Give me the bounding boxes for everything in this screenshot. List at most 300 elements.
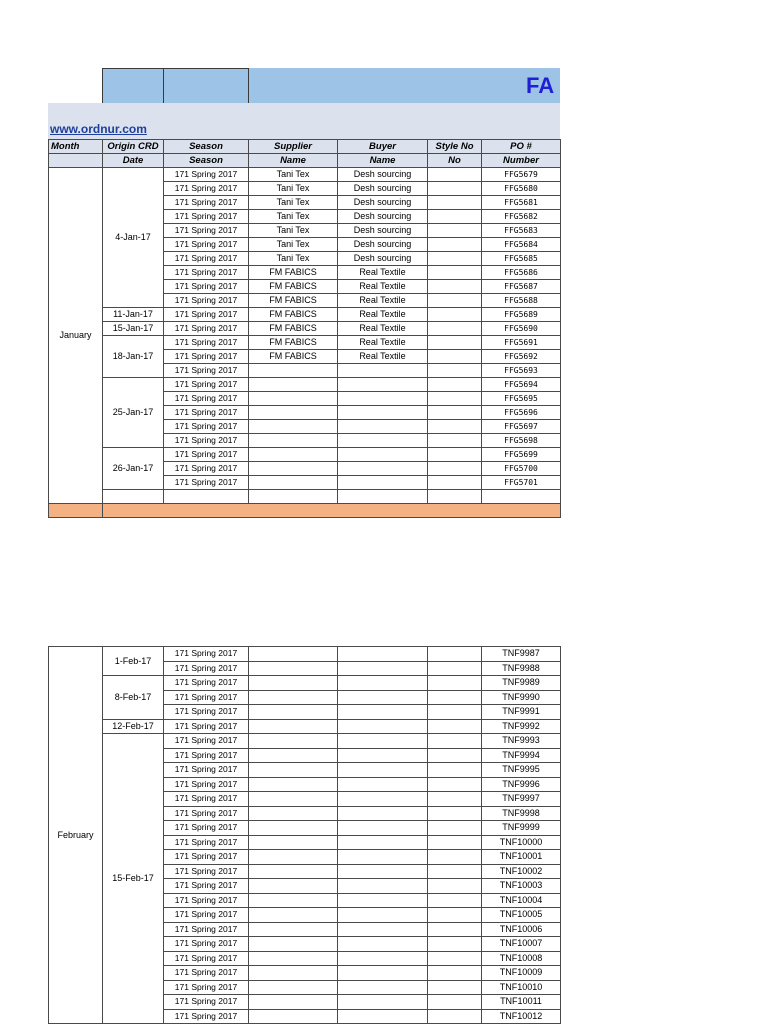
supplier-cell[interactable]: Tani Tex <box>249 168 338 182</box>
season-cell[interactable]: 171 Spring 2017 <box>164 995 249 1010</box>
season-cell[interactable]: 171 Spring 2017 <box>164 792 249 807</box>
month-total-row <box>49 503 561 517</box>
crd-date-cell[interactable]: 25-Jan-17 <box>103 378 164 448</box>
season-cell[interactable]: 171 Spring 2017 <box>164 420 249 434</box>
season-cell[interactable]: 171 Spring 2017 <box>164 850 249 865</box>
style-cell[interactable] <box>428 182 482 196</box>
style-cell[interactable] <box>428 690 482 705</box>
buyer-cell[interactable]: Real Textile <box>338 350 428 364</box>
po-cell[interactable]: TNF10008 <box>482 951 561 966</box>
header-row-1 <box>49 140 561 154</box>
po-cell[interactable]: TNF10010 <box>482 980 561 995</box>
supplier-cell[interactable] <box>249 364 338 378</box>
crd-date-cell[interactable]: 15-Jan-17 <box>103 322 164 336</box>
supplier-cell[interactable] <box>249 434 338 448</box>
po-cell[interactable]: FFG5694 <box>482 378 561 392</box>
po-cell[interactable]: TNF9998 <box>482 806 561 821</box>
buyer-cell[interactable] <box>338 879 428 894</box>
style-cell[interactable] <box>428 462 482 476</box>
buyer-cell[interactable] <box>338 420 428 434</box>
supplier-cell[interactable] <box>249 922 338 937</box>
website-link[interactable]: www.ordnur.com <box>50 122 147 136</box>
season-cell[interactable]: 171 Spring 2017 <box>164 308 249 322</box>
table-row <box>49 308 561 322</box>
supplier-cell[interactable] <box>249 392 338 406</box>
season-cell[interactable]: 171 Spring 2017 <box>164 734 249 749</box>
buyer-cell[interactable] <box>338 661 428 676</box>
po-cell[interactable]: FFG5685 <box>482 252 561 266</box>
buyer-cell[interactable] <box>338 908 428 923</box>
po-cell[interactable]: TNF10003 <box>482 879 561 894</box>
buyer-cell[interactable]: Desh sourcing <box>338 168 428 182</box>
buyer-cell[interactable] <box>338 490 428 504</box>
po-cell[interactable]: FFG5689 <box>482 308 561 322</box>
season-cell[interactable]: 171 Spring 2017 <box>164 719 249 734</box>
buyer-cell[interactable] <box>338 951 428 966</box>
style-cell[interactable] <box>428 951 482 966</box>
season-cell[interactable]: 171 Spring 2017 <box>164 864 249 879</box>
supplier-cell[interactable] <box>249 661 338 676</box>
buyer-cell[interactable] <box>338 922 428 937</box>
total-cell-month[interactable] <box>49 503 103 517</box>
crd-date-cell[interactable]: 1-Feb-17 <box>103 647 164 676</box>
season-cell[interactable]: 171 Spring 2017 <box>164 966 249 981</box>
season-cell[interactable]: 171 Spring 2017 <box>164 350 249 364</box>
table-row <box>49 719 561 734</box>
style-cell[interactable] <box>428 763 482 778</box>
po-cell[interactable] <box>482 490 561 504</box>
po-cell[interactable]: TNF10004 <box>482 893 561 908</box>
supplier-cell[interactable]: FM FABICS <box>249 294 338 308</box>
season-cell[interactable]: 171 Spring 2017 <box>164 937 249 952</box>
supplier-cell[interactable] <box>249 1009 338 1024</box>
supplier-cell[interactable] <box>249 864 338 879</box>
table-row <box>49 448 561 462</box>
season-cell[interactable]: 171 Spring 2017 <box>164 434 249 448</box>
po-cell[interactable]: FFG5698 <box>482 434 561 448</box>
table-row <box>49 336 561 350</box>
season-cell[interactable]: 171 Spring 2017 <box>164 364 249 378</box>
supplier-cell[interactable]: FM FABICS <box>249 322 338 336</box>
po-cell[interactable]: TNF9990 <box>482 690 561 705</box>
season-cell[interactable]: 171 Spring 2017 <box>164 777 249 792</box>
crd-date-cell[interactable]: 12-Feb-17 <box>103 719 164 734</box>
supplier-cell[interactable]: Tani Tex <box>249 224 338 238</box>
season-cell[interactable]: 171 Spring 2017 <box>164 476 249 490</box>
supplier-cell[interactable]: Tani Tex <box>249 252 338 266</box>
po-cell[interactable]: TNF9995 <box>482 763 561 778</box>
buyer-cell[interactable] <box>338 434 428 448</box>
season-cell[interactable]: 171 Spring 2017 <box>164 676 249 691</box>
supplier-cell[interactable] <box>249 490 338 504</box>
crd-date-cell[interactable]: 18-Jan-17 <box>103 336 164 378</box>
po-cell[interactable]: TNF10005 <box>482 908 561 923</box>
style-cell[interactable] <box>428 224 482 238</box>
style-cell[interactable] <box>428 266 482 280</box>
table-row <box>49 647 561 662</box>
po-cell[interactable]: FFG5691 <box>482 336 561 350</box>
season-cell[interactable]: 171 Spring 2017 <box>164 806 249 821</box>
buyer-cell[interactable]: Real Textile <box>338 322 428 336</box>
col-supplier-subheader: Name <box>249 154 338 168</box>
col-style-header: Style No <box>428 140 482 154</box>
supplier-cell[interactable] <box>249 763 338 778</box>
table-row <box>49 168 561 182</box>
buyer-cell[interactable] <box>338 980 428 995</box>
supplier-cell[interactable] <box>249 879 338 894</box>
season-cell[interactable]: 171 Spring 2017 <box>164 280 249 294</box>
season-cell[interactable]: 171 Spring 2017 <box>164 821 249 836</box>
col-po-header: PO # <box>482 140 561 154</box>
sheet-title-fragment: FA <box>526 73 555 98</box>
style-cell[interactable] <box>428 350 482 364</box>
supplier-cell[interactable] <box>249 748 338 763</box>
supplier-cell[interactable] <box>249 995 338 1010</box>
po-cell[interactable]: TNF9992 <box>482 719 561 734</box>
style-cell[interactable] <box>428 806 482 821</box>
buyer-cell[interactable] <box>338 462 428 476</box>
po-cell[interactable]: TNF9999 <box>482 821 561 836</box>
crd-date-cell[interactable]: 15-Feb-17 <box>103 734 164 1024</box>
buyer-cell[interactable]: Desh sourcing <box>338 196 428 210</box>
buyer-cell[interactable]: Desh sourcing <box>338 252 428 266</box>
supplier-cell[interactable]: FM FABICS <box>249 350 338 364</box>
season-cell[interactable]: 171 Spring 2017 <box>164 763 249 778</box>
crd-date-cell[interactable]: 11-Jan-17 <box>103 308 164 322</box>
style-cell[interactable] <box>428 937 482 952</box>
po-cell[interactable]: FFG5692 <box>482 350 561 364</box>
buyer-cell[interactable] <box>338 1009 428 1024</box>
supplier-cell[interactable]: Tani Tex <box>249 238 338 252</box>
season-cell[interactable]: 171 Spring 2017 <box>164 661 249 676</box>
style-cell[interactable] <box>428 893 482 908</box>
style-cell[interactable] <box>428 406 482 420</box>
style-cell[interactable] <box>428 850 482 865</box>
supplier-cell[interactable] <box>249 734 338 749</box>
buyer-cell[interactable]: Desh sourcing <box>338 182 428 196</box>
season-cell[interactable]: 171 Spring 2017 <box>164 252 249 266</box>
season-cell[interactable]: 171 Spring 2017 <box>164 908 249 923</box>
style-cell[interactable] <box>428 434 482 448</box>
style-cell[interactable] <box>428 792 482 807</box>
style-cell[interactable] <box>428 661 482 676</box>
po-cell[interactable]: FFG5679 <box>482 168 561 182</box>
col-month-subheader <box>49 154 103 168</box>
style-cell[interactable] <box>428 252 482 266</box>
style-cell[interactable] <box>428 748 482 763</box>
buyer-cell[interactable] <box>338 995 428 1010</box>
po-cell[interactable]: TNF9991 <box>482 705 561 720</box>
supplier-cell[interactable] <box>249 893 338 908</box>
header-band <box>248 68 560 103</box>
header-blue-cell-1 <box>102 68 164 104</box>
supplier-cell[interactable] <box>249 835 338 850</box>
supplier-cell[interactable]: Tani Tex <box>249 210 338 224</box>
supplier-cell[interactable]: FM FABICS <box>249 336 338 350</box>
supplier-cell[interactable]: Tani Tex <box>249 196 338 210</box>
crd-date-cell[interactable]: 26-Jan-17 <box>103 448 164 490</box>
supplier-cell[interactable] <box>249 966 338 981</box>
po-cell[interactable]: FFG5700 <box>482 462 561 476</box>
table-row <box>49 734 561 749</box>
po-cell[interactable]: TNF9993 <box>482 734 561 749</box>
style-cell[interactable] <box>428 676 482 691</box>
buyer-cell[interactable] <box>338 821 428 836</box>
season-cell[interactable]: 171 Spring 2017 <box>164 406 249 420</box>
buyer-cell[interactable] <box>338 937 428 952</box>
buyer-cell[interactable]: Real Textile <box>338 308 428 322</box>
po-cell[interactable]: FFG5697 <box>482 420 561 434</box>
supplier-cell[interactable]: FM FABICS <box>249 280 338 294</box>
buyer-cell[interactable]: Real Textile <box>338 280 428 294</box>
season-cell[interactable]: 171 Spring 2017 <box>164 182 249 196</box>
supplier-cell[interactable] <box>249 951 338 966</box>
buyer-cell[interactable] <box>338 476 428 490</box>
table-row <box>49 676 561 691</box>
season-cell[interactable]: 171 Spring 2017 <box>164 647 249 662</box>
supplier-cell[interactable] <box>249 850 338 865</box>
supplier-cell[interactable] <box>249 705 338 720</box>
style-cell[interactable] <box>428 364 482 378</box>
style-cell[interactable] <box>428 864 482 879</box>
supplier-cell[interactable]: Tani Tex <box>249 182 338 196</box>
season-cell[interactable]: 171 Spring 2017 <box>164 378 249 392</box>
season-cell[interactable]: 171 Spring 2017 <box>164 448 249 462</box>
season-cell[interactable]: 171 Spring 2017 <box>164 922 249 937</box>
col-crd-header: Origin CRD <box>103 140 164 154</box>
po-cell[interactable]: FFG5693 <box>482 364 561 378</box>
buyer-cell[interactable] <box>338 850 428 865</box>
style-cell[interactable] <box>428 647 482 662</box>
style-cell[interactable] <box>428 420 482 434</box>
season-cell[interactable]: 171 Spring 2017 <box>164 168 249 182</box>
table-row <box>49 378 561 392</box>
buyer-cell[interactable] <box>338 864 428 879</box>
col-buyer-subheader: Name <box>338 154 428 168</box>
style-cell[interactable] <box>428 1009 482 1024</box>
supplier-cell[interactable] <box>249 476 338 490</box>
buyer-cell[interactable] <box>338 705 428 720</box>
col-crd-subheader: Date <box>103 154 164 168</box>
season-cell[interactable]: 171 Spring 2017 <box>164 210 249 224</box>
style-cell[interactable] <box>428 238 482 252</box>
season-cell[interactable]: 171 Spring 2017 <box>164 980 249 995</box>
season-cell[interactable]: 171 Spring 2017 <box>164 336 249 350</box>
supplier-cell[interactable] <box>249 647 338 662</box>
buyer-cell[interactable] <box>338 378 428 392</box>
supplier-cell[interactable] <box>249 719 338 734</box>
supplier-cell[interactable] <box>249 448 338 462</box>
season-cell[interactable]: 171 Spring 2017 <box>164 879 249 894</box>
po-cell[interactable]: TNF10001 <box>482 850 561 865</box>
style-cell[interactable] <box>428 719 482 734</box>
po-cell[interactable]: TNF10002 <box>482 864 561 879</box>
month-cell[interactable]: January <box>49 168 103 504</box>
buyer-cell[interactable] <box>338 406 428 420</box>
february-table <box>48 646 561 1024</box>
po-cell[interactable]: TNF10011 <box>482 995 561 1010</box>
season-cell[interactable]: 171 Spring 2017 <box>164 690 249 705</box>
col-po-subheader: Number <box>482 154 561 168</box>
style-cell[interactable] <box>428 336 482 350</box>
style-cell[interactable] <box>428 980 482 995</box>
buyer-cell[interactable]: Desh sourcing <box>338 224 428 238</box>
po-cell[interactable]: FFG5696 <box>482 406 561 420</box>
col-style-subheader: No <box>428 154 482 168</box>
season-cell[interactable]: 171 Spring 2017 <box>164 893 249 908</box>
crd-date-cell[interactable] <box>103 490 164 504</box>
po-cell[interactable]: TNF10006 <box>482 922 561 937</box>
buyer-cell[interactable] <box>338 893 428 908</box>
style-cell[interactable] <box>428 294 482 308</box>
col-month-header: Month <box>49 140 103 154</box>
crd-date-cell[interactable]: 4-Jan-17 <box>103 168 164 308</box>
style-cell[interactable] <box>428 995 482 1010</box>
supplier-cell[interactable] <box>249 420 338 434</box>
supplier-cell[interactable] <box>249 777 338 792</box>
po-cell[interactable]: FFG5690 <box>482 322 561 336</box>
season-cell[interactable]: 171 Spring 2017 <box>164 951 249 966</box>
buyer-cell[interactable]: Desh sourcing <box>338 210 428 224</box>
po-cell[interactable]: TNF10012 <box>482 1009 561 1024</box>
month-cell[interactable]: February <box>49 647 103 1024</box>
style-cell[interactable] <box>428 392 482 406</box>
po-cell[interactable]: TNF9996 <box>482 777 561 792</box>
style-cell[interactable] <box>428 168 482 182</box>
po-cell[interactable]: TNF9987 <box>482 647 561 662</box>
po-cell[interactable]: FFG5682 <box>482 210 561 224</box>
season-cell[interactable]: 171 Spring 2017 <box>164 835 249 850</box>
season-cell[interactable]: 171 Spring 2017 <box>164 266 249 280</box>
col-season-header: Season <box>164 140 249 154</box>
buyer-cell[interactable]: Real Textile <box>338 294 428 308</box>
style-cell[interactable] <box>428 821 482 836</box>
style-cell[interactable] <box>428 908 482 923</box>
style-cell[interactable] <box>428 734 482 749</box>
style-cell[interactable] <box>428 777 482 792</box>
supplier-cell[interactable] <box>249 690 338 705</box>
style-cell[interactable] <box>428 210 482 224</box>
supplier-cell[interactable] <box>249 980 338 995</box>
total-cell[interactable] <box>103 503 561 517</box>
buyer-cell[interactable] <box>338 777 428 792</box>
buyer-cell[interactable] <box>338 647 428 662</box>
style-cell[interactable] <box>428 490 482 504</box>
table-row <box>49 490 561 504</box>
po-cell[interactable]: FFG5686 <box>482 266 561 280</box>
buyer-cell[interactable] <box>338 719 428 734</box>
supplier-cell[interactable] <box>249 821 338 836</box>
season-cell[interactable]: 171 Spring 2017 <box>164 705 249 720</box>
supplier-cell[interactable] <box>249 937 338 952</box>
season-cell[interactable]: 171 Spring 2017 <box>164 748 249 763</box>
po-cell[interactable]: TNF10007 <box>482 937 561 952</box>
po-cell[interactable]: TNF9994 <box>482 748 561 763</box>
buyer-cell[interactable]: Real Textile <box>338 336 428 350</box>
buyer-cell[interactable] <box>338 676 428 691</box>
style-cell[interactable] <box>428 378 482 392</box>
supplier-cell[interactable]: FM FABICS <box>249 266 338 280</box>
col-buyer-header: Buyer <box>338 140 428 154</box>
buyer-cell[interactable] <box>338 448 428 462</box>
season-cell[interactable]: 171 Spring 2017 <box>164 1009 249 1024</box>
col-supplier-header: Supplier <box>249 140 338 154</box>
po-cell[interactable]: TNF9989 <box>482 676 561 691</box>
supplier-cell[interactable] <box>249 806 338 821</box>
style-cell[interactable] <box>428 322 482 336</box>
buyer-cell[interactable] <box>338 792 428 807</box>
buyer-cell[interactable]: Real Textile <box>338 266 428 280</box>
style-cell[interactable] <box>428 922 482 937</box>
season-cell[interactable]: 171 Spring 2017 <box>164 238 249 252</box>
po-cell[interactable]: FFG5684 <box>482 238 561 252</box>
style-cell[interactable] <box>428 448 482 462</box>
buyer-cell[interactable] <box>338 835 428 850</box>
season-cell[interactable]: 171 Spring 2017 <box>164 224 249 238</box>
crd-date-cell[interactable]: 8-Feb-17 <box>103 676 164 720</box>
po-cell[interactable]: TNF9988 <box>482 661 561 676</box>
po-cell[interactable]: TNF10009 <box>482 966 561 981</box>
po-cell[interactable]: TNF10000 <box>482 835 561 850</box>
buyer-cell[interactable] <box>338 690 428 705</box>
po-cell[interactable]: TNF9997 <box>482 792 561 807</box>
style-cell[interactable] <box>428 835 482 850</box>
buyer-cell[interactable] <box>338 734 428 749</box>
supplier-cell[interactable] <box>249 908 338 923</box>
season-cell[interactable]: 171 Spring 2017 <box>164 196 249 210</box>
supplier-cell[interactable] <box>249 378 338 392</box>
january-table <box>48 139 561 518</box>
season-cell[interactable]: 171 Spring 2017 <box>164 322 249 336</box>
po-cell[interactable]: FFG5695 <box>482 392 561 406</box>
po-cell[interactable]: FFG5687 <box>482 280 561 294</box>
po-cell[interactable]: FFG5688 <box>482 294 561 308</box>
po-cell[interactable]: FFG5701 <box>482 476 561 490</box>
supplier-cell[interactable] <box>249 676 338 691</box>
po-cell[interactable]: FFG5680 <box>482 182 561 196</box>
style-cell[interactable] <box>428 196 482 210</box>
po-cell[interactable]: FFG5699 <box>482 448 561 462</box>
supplier-cell[interactable] <box>249 462 338 476</box>
buyer-cell[interactable] <box>338 966 428 981</box>
po-cell[interactable]: FFG5683 <box>482 224 561 238</box>
buyer-cell[interactable] <box>338 763 428 778</box>
supplier-cell[interactable] <box>249 792 338 807</box>
style-cell[interactable] <box>428 705 482 720</box>
table-row <box>49 322 561 336</box>
season-cell[interactable]: 171 Spring 2017 <box>164 294 249 308</box>
buyer-cell[interactable] <box>338 392 428 406</box>
style-cell[interactable] <box>428 308 482 322</box>
po-cell[interactable]: FFG5681 <box>482 196 561 210</box>
style-cell[interactable] <box>428 476 482 490</box>
buyer-cell[interactable] <box>338 364 428 378</box>
style-cell[interactable] <box>428 966 482 981</box>
season-cell[interactable]: 171 Spring 2017 <box>164 462 249 476</box>
supplier-cell[interactable]: FM FABICS <box>249 308 338 322</box>
buyer-cell[interactable]: Desh sourcing <box>338 238 428 252</box>
style-cell[interactable] <box>428 879 482 894</box>
season-cell[interactable] <box>164 490 249 504</box>
buyer-cell[interactable] <box>338 748 428 763</box>
col-season-subheader: Season <box>164 154 249 168</box>
buyer-cell[interactable] <box>338 806 428 821</box>
style-cell[interactable] <box>428 280 482 294</box>
header-blue-cell-2 <box>163 68 249 104</box>
season-cell[interactable]: 171 Spring 2017 <box>164 392 249 406</box>
header-row-2 <box>49 154 561 168</box>
supplier-cell[interactable] <box>249 406 338 420</box>
